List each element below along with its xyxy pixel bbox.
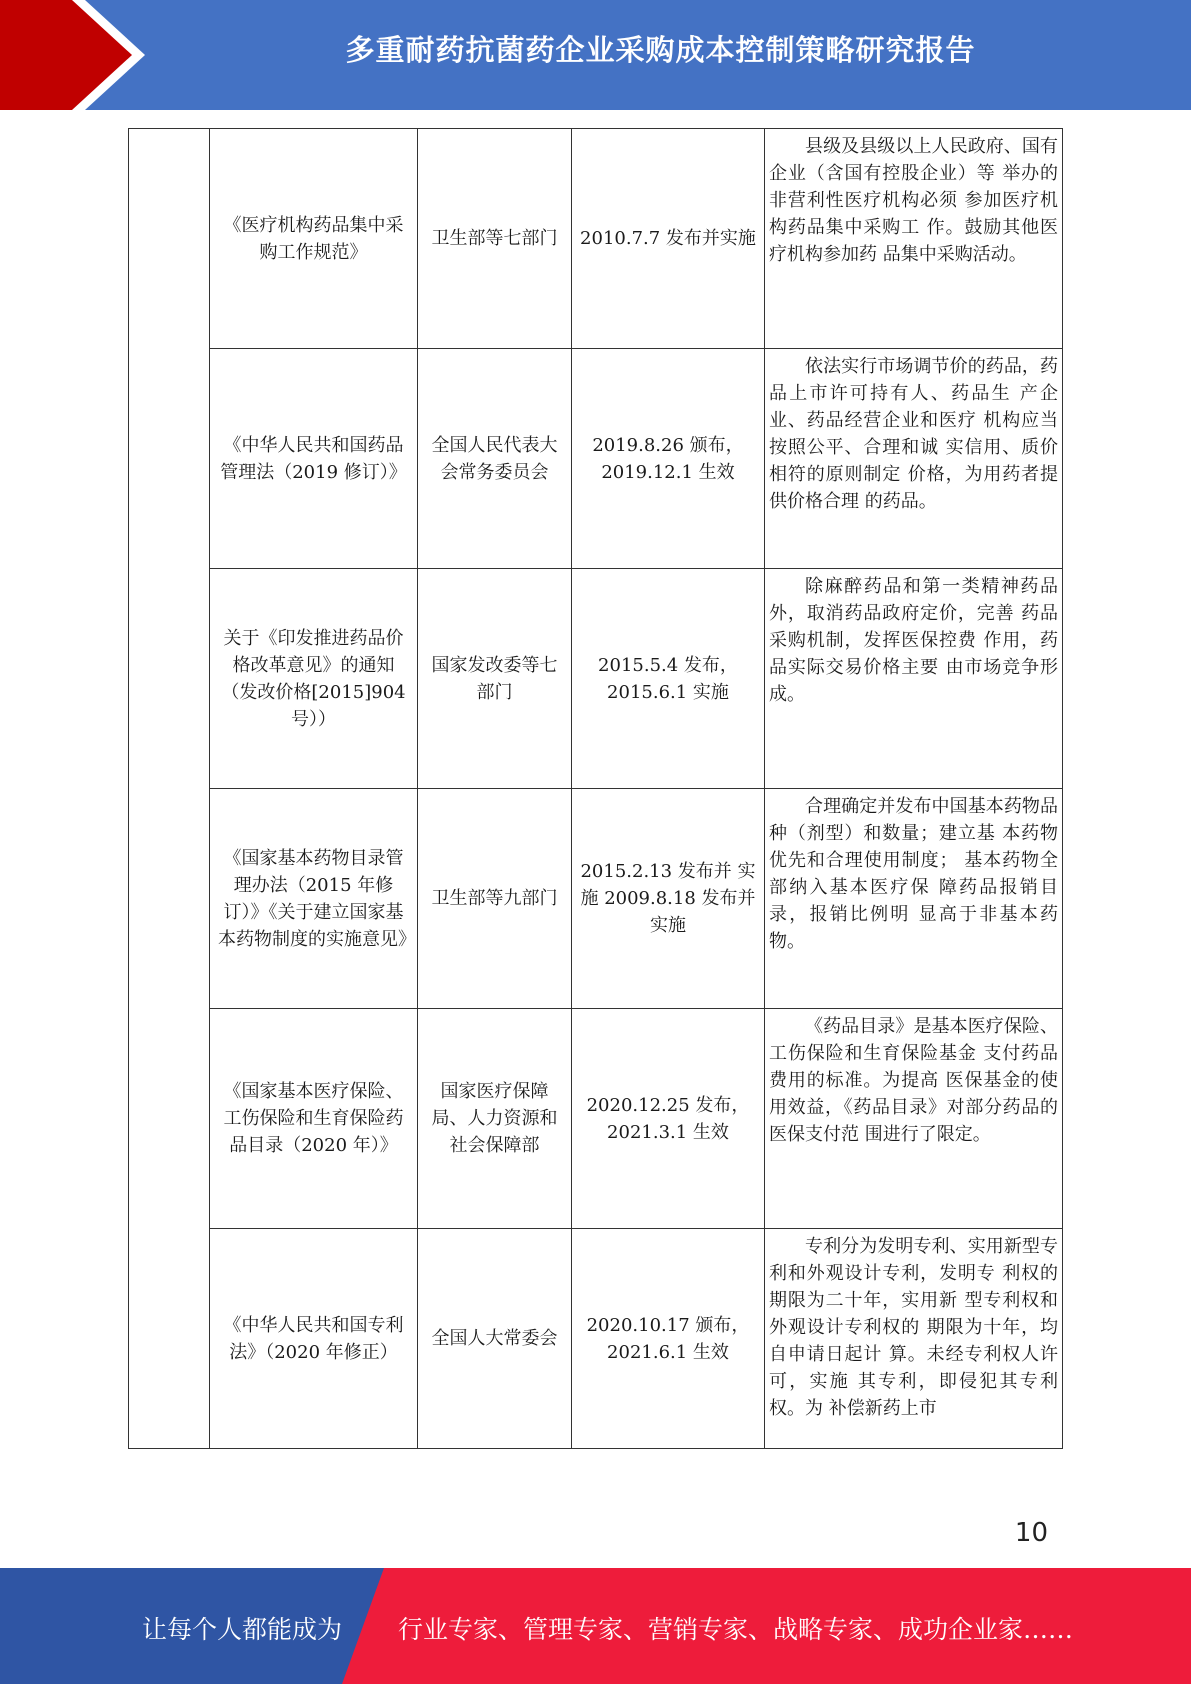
issuer-cell: 国家发改委等七部门 — [418, 569, 572, 789]
table-row — [129, 1229, 1063, 1449]
issuer-cell: 卫生部等九部门 — [418, 789, 572, 1009]
table-row — [129, 129, 1063, 349]
table-row — [129, 789, 1063, 1009]
date-cell: 2020.12.25 发布，2021.3.1 生效 — [572, 1009, 765, 1229]
policy-name-cell: 《中华人民共和国药品管理法（2019 修订）》 — [210, 349, 418, 569]
content-cell: 专利分为发明专利、实用新型专利和外观设计专利，发明专 利权的期限为二十年，实用新 型专利权和外观设计专利权的 期限为十年，均自申请日起计 算。未经专利权人许可，实施 其专利，即侵犯其专利权。为 补偿新药上市 — [765, 1229, 1063, 1449]
policy-name-cell: 《中华人民共和国专利法》（2020 年修正） — [210, 1229, 418, 1449]
date-cell: 2010.7.7 发布并实施 — [572, 129, 765, 349]
issuer-cell: 国家医疗保障局、人力资源和社会保障部 — [418, 1009, 572, 1229]
header-banner — [0, 0, 1191, 110]
content-cell: 《药品目录》是基本医疗保险、工伤保险和生育保险基金 支付药品费用的标准。为提高 医保基金的使用效益，《药品目录》对部分药品的医保支付范 围进行了限定。 — [765, 1009, 1063, 1229]
category-cell — [129, 129, 210, 1449]
content-cell: 依法实行市场调节价的药品，药品上市许可持有人、药品生 产企业、药品经营企业和医疗 机构应当按照公平、合理和诚 实信用、质价相符的原则制定 价格，为用药者提供价格合理 的药品。 — [765, 349, 1063, 569]
issuer-cell: 全国人大常委会 — [418, 1229, 572, 1449]
footer-banner — [0, 1568, 1191, 1684]
policy-table — [128, 128, 1063, 1449]
date-cell: 2020.10.17 颁布，2021.6.1 生效 — [572, 1229, 765, 1449]
policy-name-cell: 《国家基本药物目录管理办法（2015 年修订）》《关于建立国家基本药物制度的实施意见》 — [210, 789, 418, 1009]
issuer-cell: 卫生部等七部门 — [418, 129, 572, 349]
date-cell: 2015.5.4 发布，2015.6.1 实施 — [572, 569, 765, 789]
footer-slogan-right: 行业专家、管理专家、营销专家、战略专家、成功企业家…… — [398, 1615, 1074, 1644]
footer-slogan-left: 让每个人都能成为 — [142, 1615, 343, 1644]
policy-name-cell: 关于《印发推进药品价格改革意见》的通知（发改价格[2015]904 号）） — [210, 569, 418, 789]
page-number: 10 — [1014, 1518, 1048, 1548]
report-title: 多重耐药抗菌药企业采购成本控制策略研究报告 — [345, 33, 976, 67]
policy-name-cell: 《国家基本医疗保险、工伤保险和生育保险药品目录（2020 年）》 — [210, 1009, 418, 1229]
date-cell: 2019.8.26 颁布，2019.12.1 生效 — [572, 349, 765, 569]
date-cell: 2015.2.13 发布并 实施 2009.8.18 发布并 实施 — [572, 789, 765, 1009]
table-row — [129, 1009, 1063, 1229]
content-cell: 合理确定并发布中国基本药物品种（剂型）和数量；建立基 本药物优先和合理使用制度； 基本药物全部纳入基本医疗保 障药品报销目录，报销比例明 显高于非基本药物。 — [765, 789, 1063, 1009]
content-cell: 县级及县级以上人民政府、国有企业（含国有控股企业）等 举办的非营利性医疗机构必须 参加医疗机构药品集中采购工 作。鼓励其他医疗机构参加药 品集中采购活动。 — [765, 129, 1063, 349]
content-cell: 除麻醉药品和第一类精神药品外，取消药品政府定价，完善 药品采购机制，发挥医保控费 作用，药品实际交易价格主要 由市场竞争形成。 — [765, 569, 1063, 789]
policy-name-cell: 《医疗机构药品集中采购工作规范》 — [210, 129, 418, 349]
table-row — [129, 569, 1063, 789]
issuer-cell: 全国人民代表大会常务委员会 — [418, 349, 572, 569]
table-row — [129, 349, 1063, 569]
